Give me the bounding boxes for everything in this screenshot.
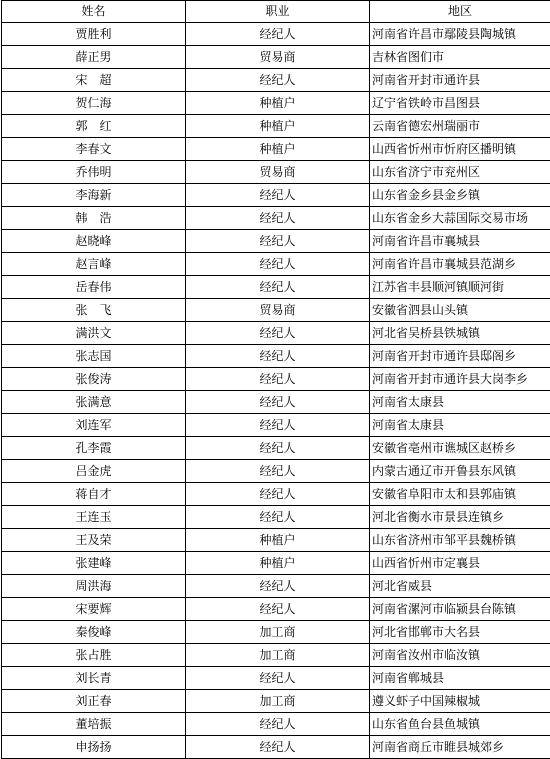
region-cell: 河南省太康县 — [370, 391, 550, 414]
region-cell: 河南省开封市通许县邸阁乡 — [370, 345, 550, 368]
occupation-cell: 经纪人 — [186, 253, 370, 276]
occupation-cell: 经纪人 — [186, 506, 370, 529]
table-row — [2, 736, 550, 759]
region-cell: 山东省金乡大蒜国际交易市场 — [370, 207, 550, 230]
name-cell: 满洪文 — [2, 322, 186, 345]
region-cell: 河南省漯河市临颍县台陈镇 — [370, 598, 550, 621]
name-cell: 董培振 — [2, 713, 186, 736]
occupation-cell: 贸易商 — [186, 161, 370, 184]
region-cell: 河北省衡水市景县连镇乡 — [370, 506, 550, 529]
region-cell: 山东省济宁市兖州区 — [370, 161, 550, 184]
name-cell: 李春文 — [2, 138, 186, 161]
column-header-occupation: 职业 — [186, 1, 370, 23]
name-cell: 张 飞 — [2, 299, 186, 322]
occupation-cell: 贸易商 — [186, 46, 370, 69]
name-cell: 张志国 — [2, 345, 186, 368]
region-cell: 河南省太康县 — [370, 414, 550, 437]
region-cell: 山东省金乡县金乡镇 — [370, 184, 550, 207]
table-row — [2, 345, 550, 368]
region-cell: 安徽省阜阳市太和县郭庙镇 — [370, 483, 550, 506]
occupation-cell: 经纪人 — [186, 230, 370, 253]
name-cell: 李海新 — [2, 184, 186, 207]
region-cell: 河北省吴桥县铁城镇 — [370, 322, 550, 345]
occupation-cell: 经纪人 — [186, 460, 370, 483]
table-row — [2, 506, 550, 529]
region-cell: 山西省忻州市忻府区播明镇 — [370, 138, 550, 161]
region-cell: 河南省许昌市襄城县范湖乡 — [370, 253, 550, 276]
name-cell: 张满意 — [2, 391, 186, 414]
table-row — [2, 138, 550, 161]
table-row — [2, 23, 550, 46]
column-header-region: 地区 — [370, 1, 550, 23]
name-cell: 宋 超 — [2, 69, 186, 92]
region-cell: 河南省商丘市睢县城郊乡 — [370, 736, 550, 759]
occupation-cell: 经纪人 — [186, 276, 370, 299]
table-row — [2, 460, 550, 483]
table-row — [2, 644, 550, 667]
occupation-cell: 经纪人 — [186, 69, 370, 92]
occupation-cell: 经纪人 — [186, 184, 370, 207]
occupation-cell: 经纪人 — [186, 667, 370, 690]
name-cell: 刘正春 — [2, 690, 186, 713]
name-cell: 刘长青 — [2, 667, 186, 690]
region-cell: 云南省德宏州瑞丽市 — [370, 115, 550, 138]
table-row — [2, 529, 550, 552]
name-cell: 乔伟明 — [2, 161, 186, 184]
occupation-cell: 经纪人 — [186, 598, 370, 621]
name-cell: 薛正男 — [2, 46, 186, 69]
occupation-cell: 经纪人 — [186, 483, 370, 506]
table-row — [2, 92, 550, 115]
table-row — [2, 69, 550, 92]
occupation-cell: 加工商 — [186, 690, 370, 713]
table-row — [2, 230, 550, 253]
region-cell: 河南省开封市通许县 — [370, 69, 550, 92]
occupation-cell: 贸易商 — [186, 299, 370, 322]
table-row — [2, 552, 550, 575]
region-cell: 安徽省泗县山头镇 — [370, 299, 550, 322]
name-cell: 赵言峰 — [2, 253, 186, 276]
region-cell: 河南省汝州市临汝镇 — [370, 644, 550, 667]
table-row — [2, 713, 550, 736]
table-row — [2, 598, 550, 621]
name-cell: 吕金虎 — [2, 460, 186, 483]
occupation-cell: 经纪人 — [186, 736, 370, 759]
table-row — [2, 276, 550, 299]
table-row — [2, 483, 550, 506]
name-cell: 蒋自才 — [2, 483, 186, 506]
table-row — [2, 184, 550, 207]
occupation-cell: 经纪人 — [186, 368, 370, 391]
region-cell: 辽宁省铁岭市昌图县 — [370, 92, 550, 115]
table-row — [2, 621, 550, 644]
occupation-cell: 经纪人 — [186, 23, 370, 46]
name-cell: 刘连军 — [2, 414, 186, 437]
table-row — [2, 253, 550, 276]
table-row — [2, 368, 550, 391]
occupation-cell: 经纪人 — [186, 713, 370, 736]
occupation-cell: 加工商 — [186, 621, 370, 644]
name-cell: 贾胜利 — [2, 23, 186, 46]
region-cell: 河南省许昌市鄢陵县陶城镇 — [370, 23, 550, 46]
occupation-cell: 种植户 — [186, 529, 370, 552]
name-cell: 孔李霞 — [2, 437, 186, 460]
table-row — [2, 207, 550, 230]
name-cell: 宋要辉 — [2, 598, 186, 621]
name-cell: 王及荣 — [2, 529, 186, 552]
occupation-cell: 种植户 — [186, 115, 370, 138]
table-row — [2, 690, 550, 713]
occupation-cell: 经纪人 — [186, 437, 370, 460]
occupation-cell: 经纪人 — [186, 391, 370, 414]
name-cell: 郭 红 — [2, 115, 186, 138]
region-cell: 吉林省图们市 — [370, 46, 550, 69]
name-cell: 王连玉 — [2, 506, 186, 529]
region-cell: 山东省济州市邹平县魏桥镇 — [370, 529, 550, 552]
name-cell: 岳春伟 — [2, 276, 186, 299]
table-row — [2, 575, 550, 598]
table-row — [2, 115, 550, 138]
region-cell: 遵义虾子中国辣椒城 — [370, 690, 550, 713]
region-cell: 安徽省亳州市谯城区赵桥乡 — [370, 437, 550, 460]
occupation-cell: 经纪人 — [186, 414, 370, 437]
region-cell: 内蒙古通辽市开鲁县东风镇 — [370, 460, 550, 483]
table-row — [2, 299, 550, 322]
occupation-cell: 种植户 — [186, 552, 370, 575]
name-cell: 张建峰 — [2, 552, 186, 575]
roster-body — [2, 23, 550, 759]
table-row — [2, 161, 550, 184]
region-cell: 江苏省丰县顺河镇顺河街 — [370, 276, 550, 299]
occupation-cell: 经纪人 — [186, 322, 370, 345]
table-row — [2, 322, 550, 345]
name-cell: 秦俊峰 — [2, 621, 186, 644]
region-cell: 河南省许昌市襄城县 — [370, 230, 550, 253]
table-row — [2, 46, 550, 69]
region-cell: 河北省威县 — [370, 575, 550, 598]
occupation-cell: 经纪人 — [186, 575, 370, 598]
header-row — [2, 1, 550, 23]
occupation-cell: 经纪人 — [186, 207, 370, 230]
name-cell: 韩 浩 — [2, 207, 186, 230]
occupation-cell: 种植户 — [186, 92, 370, 115]
name-cell: 周洪海 — [2, 575, 186, 598]
table-row — [2, 667, 550, 690]
column-header-name: 姓名 — [2, 1, 186, 23]
region-cell: 河北省邯郸市大名县 — [370, 621, 550, 644]
table-row — [2, 414, 550, 437]
name-cell: 贺仁海 — [2, 92, 186, 115]
occupation-cell: 种植户 — [186, 138, 370, 161]
table-row — [2, 437, 550, 460]
region-cell: 河南省郸城县 — [370, 667, 550, 690]
table-row — [2, 391, 550, 414]
roster-table — [1, 0, 550, 759]
region-cell: 河南省开封市通许县大岗李乡 — [370, 368, 550, 391]
name-cell: 赵晓峰 — [2, 230, 186, 253]
region-cell: 山西省忻州市定襄县 — [370, 552, 550, 575]
name-cell: 申扬扬 — [2, 736, 186, 759]
occupation-cell: 加工商 — [186, 644, 370, 667]
name-cell: 张占胜 — [2, 644, 186, 667]
occupation-cell: 经纪人 — [186, 345, 370, 368]
region-cell: 山东省鱼台县鱼城镇 — [370, 713, 550, 736]
name-cell: 张俊涛 — [2, 368, 186, 391]
